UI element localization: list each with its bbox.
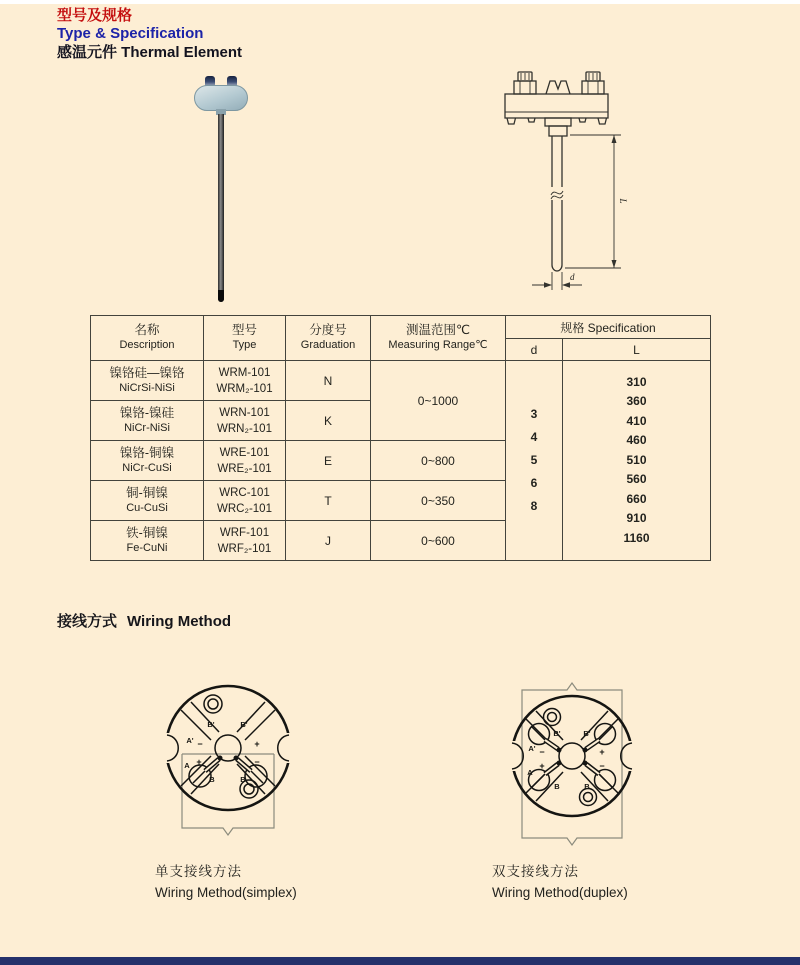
polarity-sign: − — [254, 757, 260, 767]
terminal-label: B' — [240, 720, 248, 729]
mounting-screw — [204, 695, 222, 713]
wiring-section-heading: 接线方式 Wiring Method — [57, 613, 232, 630]
header-type: 型号 Type — [204, 316, 286, 361]
probe-tip — [218, 290, 224, 302]
terminal-label: B — [584, 782, 590, 791]
polarity-sign: − — [599, 761, 605, 771]
desc-cell: 镍铬硅—镍铬 NiCrSi-NiSi — [91, 361, 204, 401]
desc-cell: 铁-铜镍 Fe-CuNi — [91, 521, 204, 561]
top-edge-strip — [0, 0, 800, 4]
probe-rod — [218, 114, 224, 302]
polarity-sign: − — [197, 739, 203, 749]
duplex-caption: 双支接线方法 Wiring Method(duplex) — [492, 864, 628, 900]
bottom-accent-bar — [0, 957, 800, 965]
desc-cell: 镍铬-镍硅 NiCr-NiSi — [91, 401, 204, 441]
range-cell: 0~350 — [371, 481, 506, 521]
header-graduation: 分度号 Graduation — [286, 316, 371, 361]
type-cell: WRF-101 WRF₂-101 — [204, 521, 286, 561]
duplex-wiring-diagram — [494, 670, 654, 850]
probe-head — [194, 85, 248, 111]
l-values-cell: 310 360 410 460 510 560 660 910 1160 — [563, 361, 711, 561]
type-cell: WRC-101 WRC₂-101 — [204, 481, 286, 521]
mounting-screw — [580, 789, 597, 806]
terminal-label: A' — [186, 736, 194, 745]
table-row — [91, 361, 711, 401]
dimension-drawing — [488, 68, 638, 313]
graduation-cell: J — [286, 521, 371, 561]
range-cell: 0~800 — [371, 441, 506, 481]
page-header — [57, 7, 242, 62]
terminal-label: A' — [528, 744, 536, 753]
terminal-label: B' — [583, 729, 591, 738]
type-cell: WRM-101 WRM₂-101 — [204, 361, 286, 401]
polarity-sign: + — [254, 739, 260, 749]
range-cell: 0~1000 — [371, 361, 506, 441]
title-english: Type & Specification — [57, 25, 204, 42]
terminal-label: B' — [553, 729, 561, 738]
graduation-cell: T — [286, 481, 371, 521]
spec-table — [90, 315, 711, 561]
polarity-sign: + — [539, 761, 545, 771]
simplex-wiring-diagram — [153, 676, 303, 844]
dim-length-label: L — [618, 198, 628, 204]
mounting-screw — [544, 709, 561, 726]
d-values-cell: 3 4 5 6 8 — [506, 361, 563, 561]
section-title-thermal-element: 感温元件 Thermal Element — [57, 44, 243, 61]
graduation-cell: K — [286, 401, 371, 441]
center-hole — [559, 743, 585, 769]
polarity-sign: − — [539, 747, 545, 757]
graduation-cell: E — [286, 441, 371, 481]
thermocouple-photo — [165, 70, 285, 305]
header-d: d — [506, 339, 563, 361]
desc-cell: 铜-铜镍 Cu-CuSi — [91, 481, 204, 521]
header-description: 名称 Description — [91, 316, 204, 361]
type-cell: WRN-101 WRN₂-101 — [204, 401, 286, 441]
header-specification: 规格 Specification — [506, 316, 711, 339]
polarity-sign: + — [599, 747, 605, 757]
header-l: L — [563, 339, 711, 361]
header-measuring-range: 测温范围℃ Measuring Range℃ — [371, 316, 506, 361]
terminal-label: A — [184, 761, 190, 770]
terminal-label: B' — [207, 720, 215, 729]
desc-cell: 镍铬-铜镍 NiCr-CuSi — [91, 441, 204, 481]
simplex-caption: 单支接线方法 Wiring Method(simplex) — [155, 864, 297, 900]
table-header-row — [91, 316, 711, 339]
type-cell: WRE-101 WRE₂-101 — [204, 441, 286, 481]
dim-diameter-label: d — [570, 272, 575, 282]
terminal-label: B — [240, 775, 246, 784]
graduation-cell: N — [286, 361, 371, 401]
dimension-drawing-svg — [488, 68, 638, 313]
range-cell: 0~600 — [371, 521, 506, 561]
polarity-sign: + — [196, 757, 202, 767]
terminal-label: B — [209, 775, 215, 784]
terminal-label: B — [554, 782, 560, 791]
title-chinese: 型号及规格 — [57, 7, 133, 24]
terminal-label: A — [527, 768, 533, 777]
